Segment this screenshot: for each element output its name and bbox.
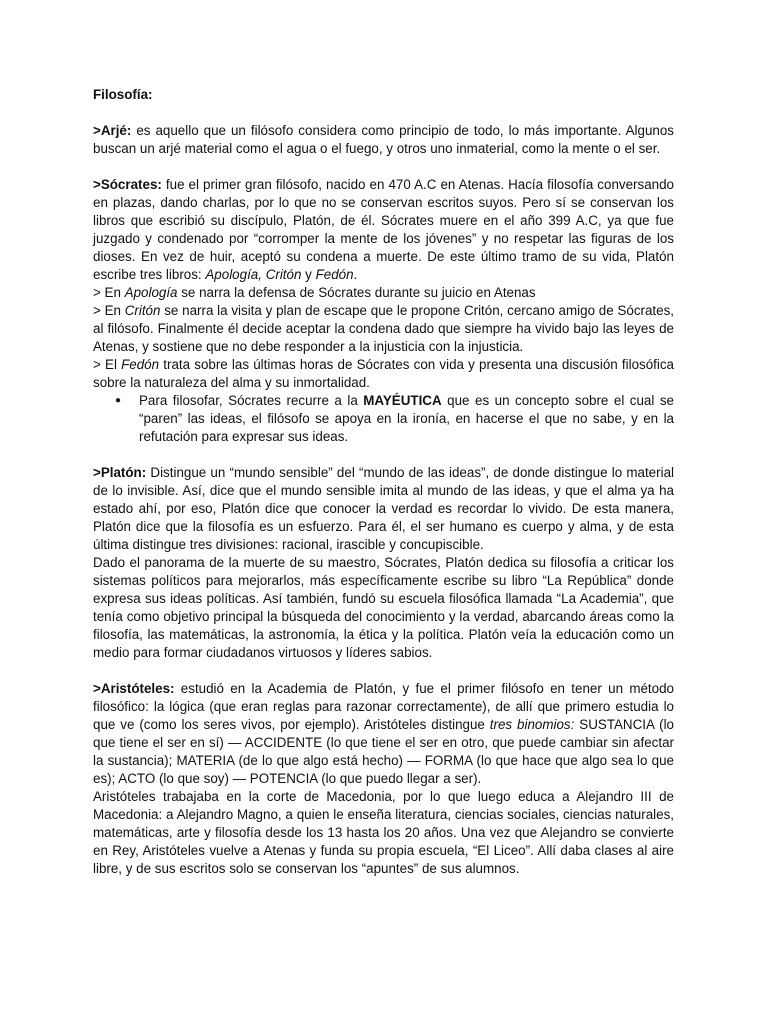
fedon-text: trata sobre las últimas horas de Sócrates con vida y presenta una discusión filosófica sobre la naturaleza del alma y su inmortalidad. <box>93 357 674 390</box>
platon-paragraph <box>93 464 674 554</box>
apologia-prefix: > En <box>93 285 125 300</box>
criton-text: se narra la visita y plan de escape que le propone Critón, cercano amigo de Sócrates, al filósofo. Finalmente él decide aceptar la condena dado que siempre ha vivido bajo las leyes de Atenas, y sostiene que no debe responder a la injusticia con la injusticia. <box>93 303 675 354</box>
apologia-text: se narra la defensa de Sócrates durante su juicio en Atenas <box>177 285 536 300</box>
socrates-bullet-list <box>93 392 674 446</box>
platon-paragraph-2: Dado el panorama de la muerte de su maestro, Sócrates, Platón dedica su filosofía a criticar los sistemas políticos para mejorarlos, más específicamente escribe su libro “La República” donde expresa sus ideas políticas. Así también, fundó su escuela filosófica llamada “La Academia”, que tenía como objetivo principal la búsqueda del conocimiento y la verdad, abarcando áreas como la filosofía, las matemáticas, la astronomía, la ética y la política. Platón veía la educación como un medio para formar ciudadanos virtuosos y líderes sabios. <box>93 555 674 660</box>
section-gap <box>93 446 674 464</box>
bullet-text-pre: Para filosofar, Sócrates recurre a la <box>139 393 364 408</box>
arje-label: >Arjé: <box>93 123 132 138</box>
fedon-title: Fedón <box>121 357 160 372</box>
bullet-text-post: que es un concepto sobre el cual se “paren” las ideas, el filósofo se apoya en la ironía, en hacerse el que no sabe, y en la refutación para expresar sus ideas. <box>139 393 674 444</box>
criton-line <box>93 302 674 356</box>
section-gap <box>93 662 674 680</box>
book-apologia: Apología <box>205 267 259 282</box>
socrates-label: >Sócrates: <box>93 177 162 192</box>
books-and: y <box>301 267 316 282</box>
mayeutica-term: MAYÉUTICA <box>363 393 442 408</box>
aristoteles-label: >Aristóteles: <box>93 681 175 696</box>
socrates-paragraph <box>93 176 674 284</box>
aristoteles-text-post: SUSTANCIA (lo que tiene el ser en sí) — ACCIDENTE (lo que tiene el ser en otro, que puede cambiar sin afectar la sustancia); MATERIA (de lo que algo está hecho) — FORMA (lo que hace que algo sea lo que es); ACTO (lo que soy) — POTENCIA (lo que puedo llegar a ser). <box>93 717 674 786</box>
binomios-term: tres binomios: <box>489 717 575 732</box>
platon-text: Distingue un “mundo sensible” del “mundo de las ideas”, de donde distingue lo material de lo invisible. Así, dice que el mundo sensible imita al mundo de las ideas, y que el alma ya ha estado ahí, por eso, Platón dice que conocer la verdad es recordar lo vivido. De esta manera, Platón dice que la filosofía es un esfuerzo. Para él, el ser humano es cuerpo y alma, y de esta última distingue tres divisiones: racional, irascible y concupiscible. <box>93 465 674 552</box>
book-criton: Critón <box>265 267 302 282</box>
arje-text: es aquello que un filósofo considera como principio de todo, lo más importante. Algunos buscan un arjé material como el agua o el fuego, y otros uno inmaterial, como la mente o el ser. <box>93 123 674 156</box>
book-fedon: Fedón <box>315 267 354 282</box>
aristoteles-text-pre: estudió en la Academia de Platón, y fue el primer filósofo en tener un método filosófico: la lógica (que eran reglas para razonar correctamente), de allí que primero estudia lo que ve (como los seres vivos, por ejemplo). Aristóteles distingue <box>93 681 674 732</box>
arje-paragraph <box>93 122 674 158</box>
socrates-text: fue el primer gran filósofo, nacido en 470 A.C en Atenas. Hacía filosofía conversando en plazas, dando charlas, por lo que no se conservan escritos suyos. Pero sí se conservan los libros que escribió su discípulo, Platón, de él. Sócrates muere en el año 399 A.C, ya que fue juzgado y condenado por “corromper la mente de los jóvenes” y no respetar las figuras de los dioses. En vez de huir, aceptó su condena a muerte. De este último tramo de su vida, Platón escribe tres libros: <box>93 177 674 282</box>
apologia-title: Apología <box>124 285 178 300</box>
aristoteles-paragraph <box>93 680 674 788</box>
fedon-prefix: > El <box>93 357 122 372</box>
bullet-icon: ● <box>115 395 122 406</box>
apologia-line <box>93 284 674 302</box>
criton-title: Critón <box>124 303 161 318</box>
criton-prefix: > En <box>93 303 125 318</box>
page-title: Filosofía: <box>93 87 153 102</box>
list-item <box>115 392 674 446</box>
section-gap <box>93 158 674 176</box>
books-period: . <box>353 267 358 282</box>
fedon-line <box>93 356 674 392</box>
platon-label: >Platón: <box>93 465 147 480</box>
aristoteles-paragraph-2: Aristóteles trabajaba en la corte de Macedonia, por lo que luego educa a Alejandro III de Macedonia: a Alejandro Magno, a quien le enseña literatura, ciencias sociales, ciencias naturales, matemáticas, arte y filosofía desde los 13 hasta los 20 años. Una vez que Alejandro se convierte en Rey, Aristóteles vuelve a Atenas y funda su propia escuela, “El Liceo”. Allí daba clases al aire libre, y de sus escritos solo se conservan los “apuntes” de sus alumnos. <box>93 789 674 876</box>
books-separator: , <box>258 267 266 282</box>
